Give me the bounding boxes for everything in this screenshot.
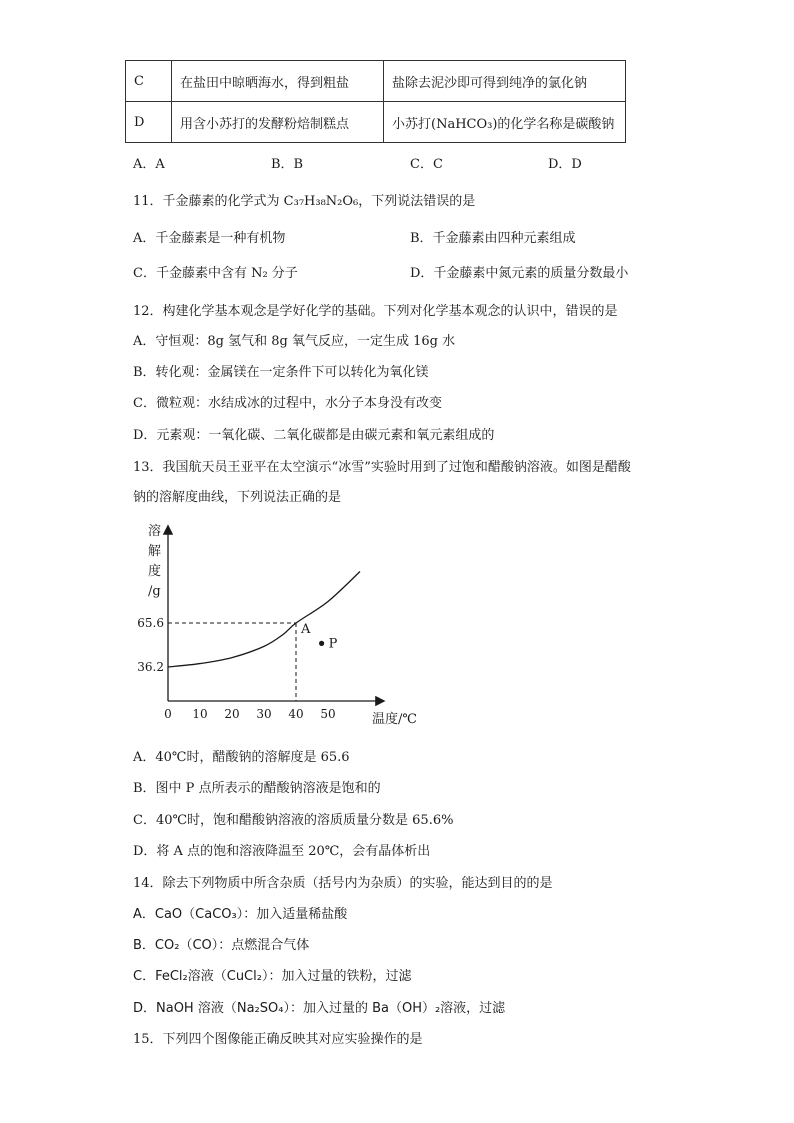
point-p-marker (319, 641, 324, 646)
q13-option-c: C．40℃时，饱和醋酸钠溶液的溶质质量分数是 65.6% (133, 813, 454, 828)
row-explanation: 盐除去泥沙即可得到纯净的氯化钠 (384, 61, 626, 102)
q14-option-a: A．CaO（CaCO₃）：加入适量稀盐酸 (133, 907, 348, 922)
x-tick-label: 0 (164, 707, 172, 721)
q10-option-c: C．C (410, 157, 443, 172)
y-tick-label: 36.2 (137, 660, 164, 674)
q15-stem: 15．下列四个图像能正确反映其对应实验操作的是 (133, 1032, 423, 1047)
q11-option-c: C．千金藤素中含有 N₂ 分子 (133, 266, 298, 281)
y-axis-label-part: 度 (148, 564, 162, 579)
x-tick-label: 10 (192, 707, 208, 721)
y-axis-label-part: 溶 (148, 524, 162, 539)
solubility-curve (168, 572, 360, 667)
q13-option-a: A．40℃时，醋酸钠的溶解度是 65.6 (133, 750, 350, 765)
y-axis-label (148, 523, 161, 599)
q12-option-b: B．转化观：金属镁在一定条件下可以转化为氧化镁 (133, 365, 429, 380)
q14-option-d: D．NaOH 溶液（Na₂SO₄）：加入过量的 Ba（OH）₂溶液，过滤 (133, 1001, 506, 1016)
table-row (126, 102, 626, 143)
q11-option-d: D．千金藤素中氮元素的质量分数最小 (410, 266, 629, 281)
q10-option-b: B．B (271, 157, 304, 172)
point-a-label: A (301, 622, 311, 637)
q14-stem: 14．除去下列物质中所含杂质（括号内为杂质）的实验，能达到目的的是 (133, 876, 553, 891)
q11-option-b: B．千金藤素由四种元素组成 (410, 231, 576, 246)
q11-option-a: A．千金藤素是一种有机物 (133, 231, 286, 246)
x-axis-label: 温度/℃ (372, 712, 417, 727)
q12-stem: 12．构建化学基本观念是学好化学的基础。下列对化学基本观念的认识中，错误的是 (133, 304, 618, 319)
q10-option-a: A．A (133, 157, 165, 172)
q10-option-d: D．D (548, 157, 582, 172)
y-axis-label-part: 解 (148, 544, 162, 559)
table-row (126, 61, 626, 102)
q12-option-d: D．元素观：一氧化碳、二氧化碳都是由碳元素和氧元素组成的 (133, 428, 495, 443)
solubility-chart (130, 515, 430, 730)
x-tick-label: 40 (288, 707, 304, 721)
q10-options-table (125, 60, 626, 143)
q12-option-c: C．微粒观：水结成冰的过程中，水分子本身没有改变 (133, 396, 442, 411)
q13-stem-line1: 13．我国航天员王亚平在太空演示“冰雪”实验时用到了过饱和醋酸钠溶液。如图是醋酸 (133, 460, 631, 475)
row-letter: C (126, 61, 172, 102)
x-tick-label: 20 (224, 707, 240, 721)
q11-stem: 11．千金藤素的化学式为 C₃₇H₃₈N₂O₆，下列说法错误的是 (133, 194, 476, 209)
row-letter: D (126, 102, 172, 143)
q13-option-d: D．将 A 点的饱和溶液降温至 20℃，会有晶体析出 (133, 844, 431, 859)
row-action: 在盐田中晾晒海水，得到粗盐 (172, 61, 384, 102)
q12-option-a: A．守恒观：8g 氢气和 8g 氧气反应，一定生成 16g 水 (133, 334, 456, 349)
y-axis-label-part: /g (148, 584, 161, 599)
row-explanation: 小苏打(NaHCO₃)的化学名称是碳酸钠 (384, 102, 626, 143)
point-p-label: P (328, 636, 338, 652)
x-tick-label: 50 (320, 707, 336, 721)
q14-option-b: B．CO₂（CO）：点燃混合气体 (133, 938, 310, 953)
x-tick-label: 30 (256, 707, 272, 721)
q13-option-b: B．图中 P 点所表示的醋酸钠溶液是饱和的 (133, 781, 381, 796)
q13-stem-line2: 钠的溶解度曲线，下列说法正确的是 (133, 490, 342, 505)
q14-option-c: C．FeCl₂溶液（CuCl₂）：加入过量的铁粉，过滤 (133, 969, 412, 984)
row-action: 用含小苏打的发酵粉焙制糕点 (172, 102, 384, 143)
y-tick-label: 65.6 (137, 616, 164, 630)
